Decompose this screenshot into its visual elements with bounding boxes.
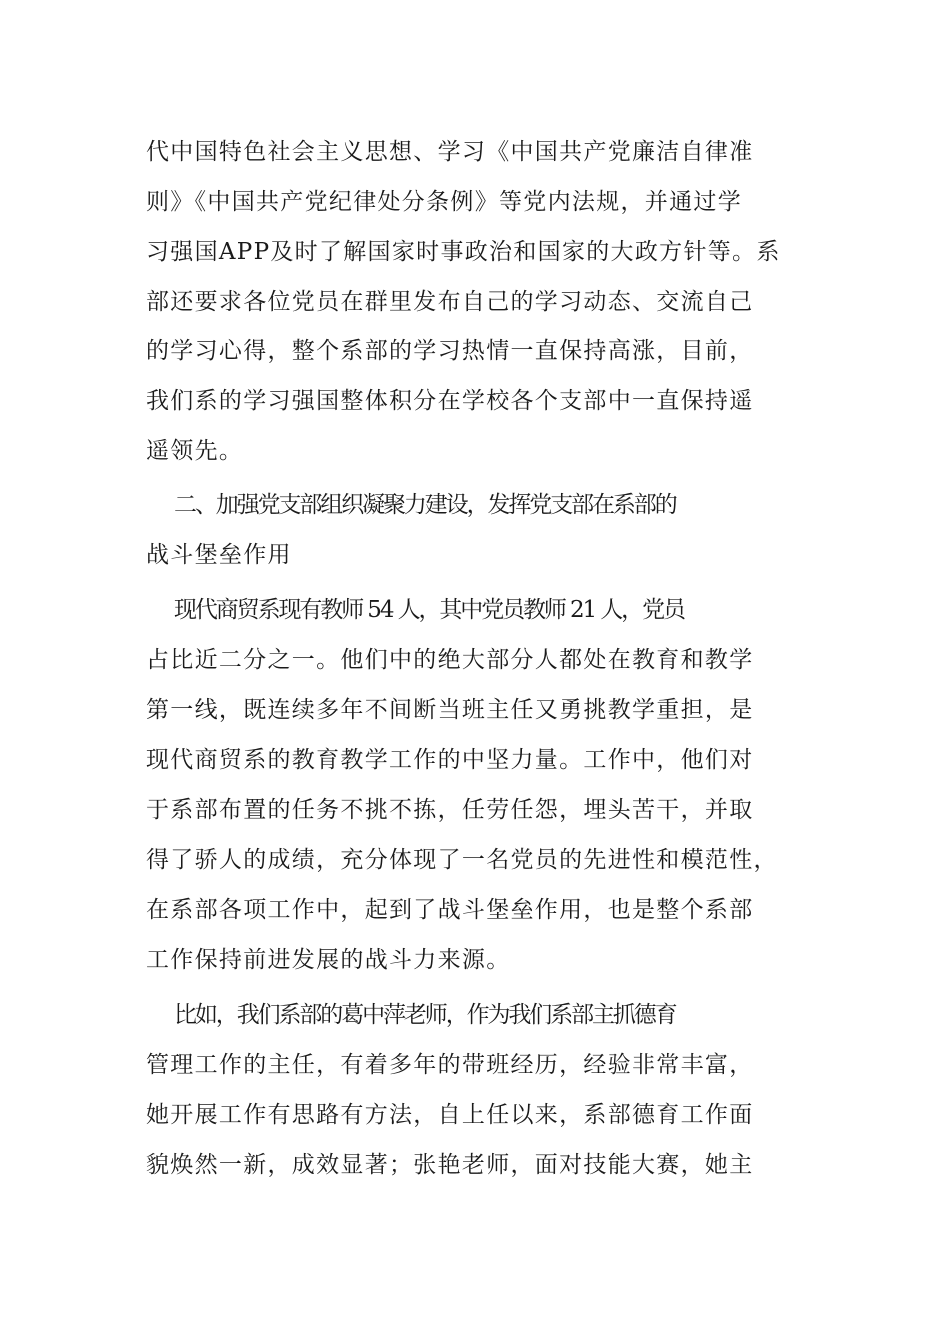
paragraph-line: 第一线，既连续多年不间断当班主任又勇挑教学重担，是 — [146, 697, 754, 723]
paragraph-line: 得了骄人的成绩，充分体现了一名党员的先进性和模范性， — [146, 847, 778, 873]
paragraph-line: 部还要求各位党员在群里发布自己的学习动态、交流自己 — [146, 289, 754, 315]
paragraph-line: 管理工作的主任，有着多年的带班经历，经验非常丰富， — [146, 1052, 754, 1078]
paragraph-line: 她开展工作有思路有方法，自上任以来，系部德育工作面 — [146, 1102, 754, 1128]
paragraph-line: 的学习心得，整个系部的学习热情一直保持高涨，目前， — [146, 338, 754, 364]
paragraph-line: 工作保持前进发展的战斗力来源。 — [146, 947, 511, 973]
paragraph-line: 貌焕然一新，成效显著；张艳老师，面对技能大赛，她主 — [146, 1152, 754, 1178]
paragraph-line: 习强国APP及时了解国家时事政治和国家的大政方针等。系 — [146, 239, 781, 265]
section-heading-continued: 战斗堡垒作用 — [146, 542, 292, 568]
section-heading: 二、加强党支部组织凝聚力建设，发挥党支部在系部的 — [174, 492, 676, 518]
paragraph-line: 现代商贸系的教育教学工作的中坚力量。工作中，他们对 — [146, 747, 754, 773]
paragraph-line: 于系部布置的任务不挑不拣，任劳任怨，埋头苦干，并取 — [146, 797, 754, 823]
paragraph-line: 比如，我们系部的葛中萍老师，作为我们系部主抓德育 — [174, 1002, 676, 1028]
paragraph-line: 遥领先。 — [146, 438, 244, 464]
paragraph-line: 现代商贸系现有教师 54 人，其中党员教师 21 人，党员 — [174, 597, 684, 623]
paragraph-line: 我们系的学习强国整体积分在学校各个支部中一直保持遥 — [146, 388, 754, 414]
paragraph-line: 在系部各项工作中，起到了战斗堡垒作用，也是整个系部 — [146, 897, 754, 923]
paragraph-line: 代中国特色社会主义思想、学习《中国共产党廉洁自律准 — [146, 139, 754, 165]
paragraph-line: 占比近二分之一。他们中的绝大部分人都处在教育和教学 — [146, 647, 754, 673]
paragraph-line: 则》《中国共产党纪律处分条例》等党内法规，并通过学 — [146, 189, 742, 215]
